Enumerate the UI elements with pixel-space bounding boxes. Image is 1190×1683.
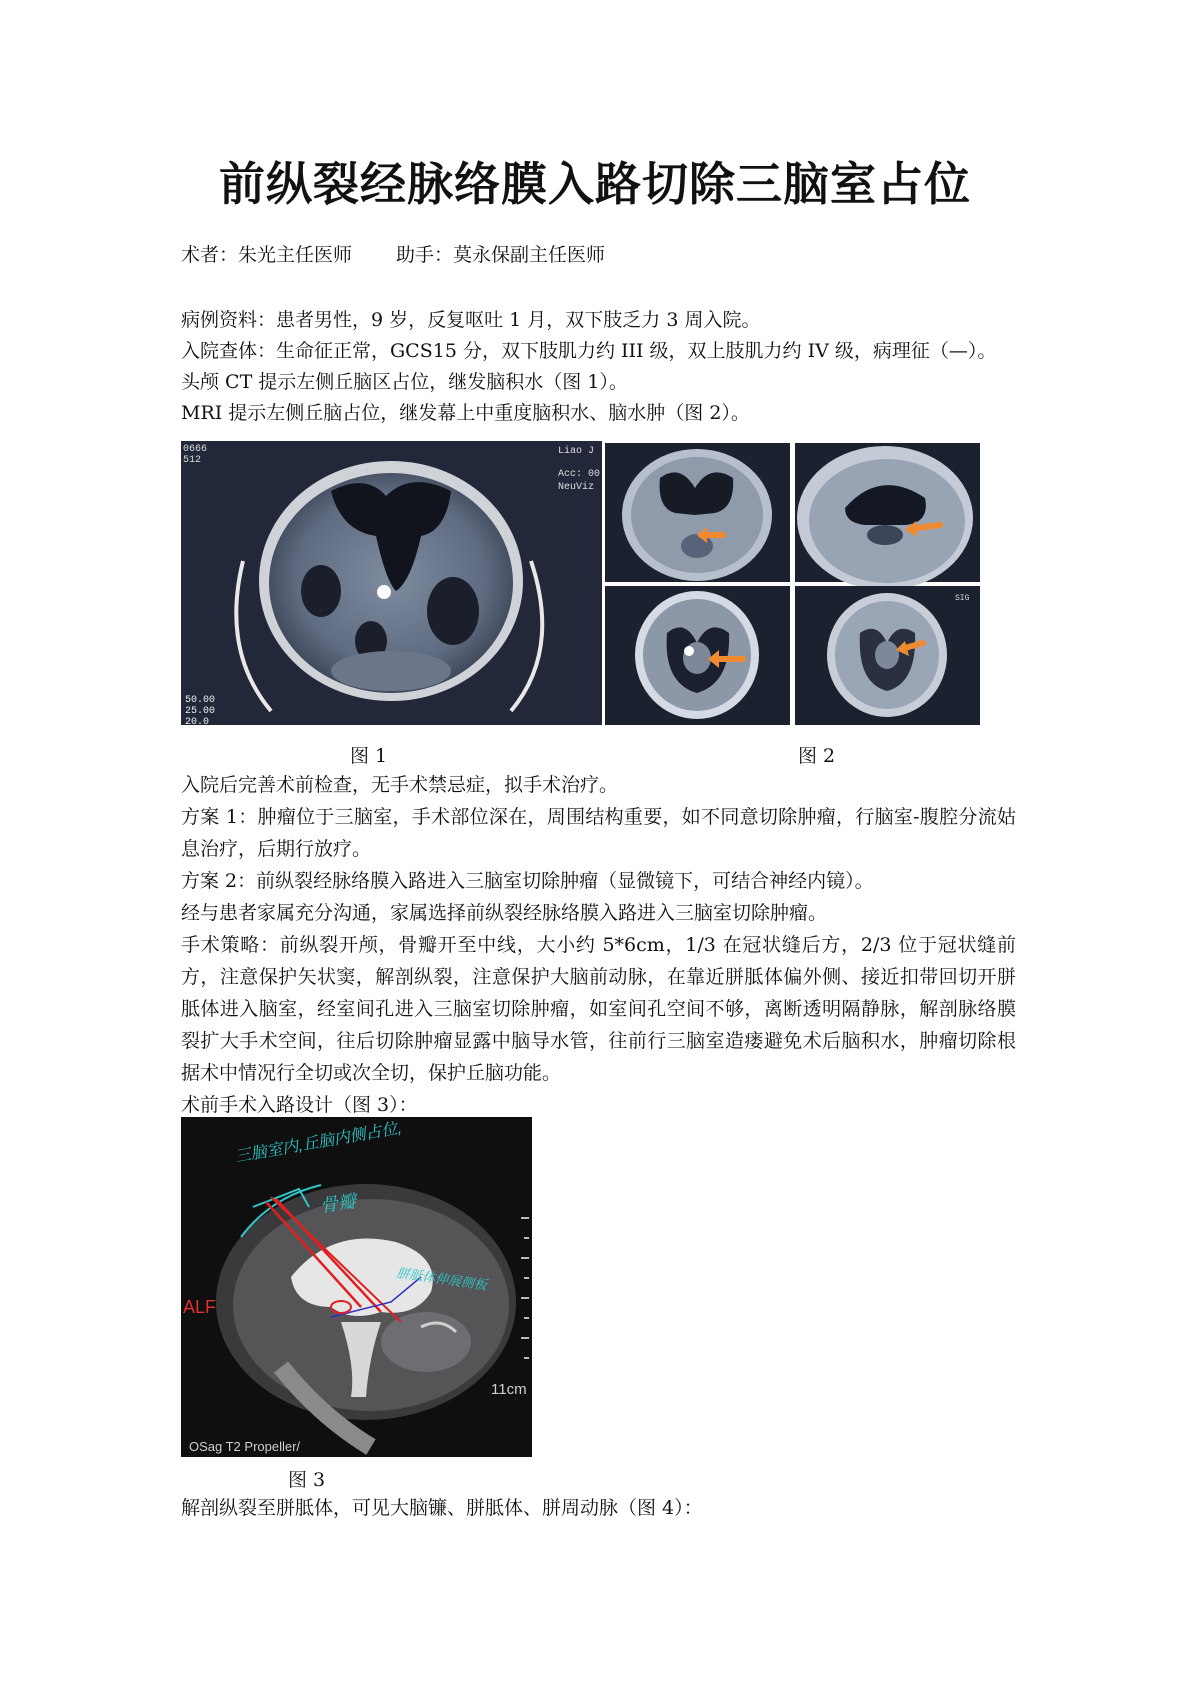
assistant: 助手：莫永保副主任医师 [396,244,606,266]
ct-overlay-top: 0666 [183,444,208,455]
handwriting-right: 胼胝体伸展侧板 [395,1265,488,1293]
mri-panel-axial-2 [795,586,980,725]
body-paragraph: 方案 2：前纵裂经脉络膜入路进入三脑室切除肿瘤（显微镜下，可结合神经内镜）。 [181,870,874,892]
ct-overlay-bottom: 20.0 [185,717,210,725]
ct-overlay-bottom: 50.00 [185,695,216,706]
intro-line: 入院查体：生命征正常，GCS15 分，双下肢肌力约 III 级，双上肢肌力约 IV 级，病理征（—）。 [181,340,997,362]
ct-overlay-top: 512 [183,455,202,466]
intro-line: 病例资料：患者男性，9 岁，反复呕吐 1 月，双下肢乏力 3 周入院。 [181,309,761,331]
body-paragraph: 入院后完善术前检查，无手术禁忌症，拟手术治疗。 [181,774,619,796]
mri-panel-axial-1 [605,586,790,725]
figure-1-caption: 图 1 [350,745,388,767]
label-alf: ALF [183,1297,217,1317]
mri-panel-sagittal [795,443,980,590]
surgeon-line [181,240,605,270]
intro-line: MRI 提示左侧丘脑占位，继发幕上中重度脑积水、脑水肿（图 2）。 [181,402,750,424]
body-paragraph: 方案 1：肿瘤位于三脑室，手术部位深在，周围结构重要，如不同意切除肿瘤，行脑室-腹腔分流姑息治疗，后期行放疗。 [181,806,1016,860]
mri-overlay-label: SIG [955,594,970,603]
ct-overlay-right: Acc: 00 [558,469,601,480]
intro-line: 头颅 CT 提示左侧丘脑区占位，继发脑积水（图 1）。 [181,371,628,393]
label-sequence: OSag T2 Propeller/ [189,1439,301,1454]
handwriting-flap: 骨瓣 [318,1191,358,1216]
body-paragraph: 经与患者家属充分沟通，家属选择前纵裂经脉络膜入路进入三脑室切除肿瘤。 [181,902,828,924]
handwriting-top: 三脑室内,丘脑内侧占位, [233,1119,404,1166]
ct-overlay-bottom: 25.00 [185,706,216,717]
figure-3-caption: 图 3 [288,1469,326,1491]
figure-2-mri-images [605,443,980,725]
label-scale: 11cm [491,1381,527,1398]
mri-panel-coronal [605,443,790,582]
surgeon: 术者：朱光主任医师 [181,244,353,266]
page-title: 前纵裂经脉络膜入路切除三脑室占位 [219,157,971,211]
figure-3-surgical-planning [181,1117,532,1457]
body-paragraph: 术前手术入路设计（图 3）： [181,1094,418,1116]
figure-2-caption: 图 2 [798,745,836,767]
figure-1-ct-image [181,441,602,725]
ct-overlay-right: NeuViz [558,482,595,493]
closing-line: 解剖纵裂至胼胝体，可见大脑镰、胼胝体、胼周动脉（图 4）： [181,1497,703,1519]
body-paragraph: 手术策略：前纵裂开颅，骨瓣开至中线，大小约 5*6cm，1/3 在冠状缝后方，2/3 位于冠状缝前方，注意保护矢状窦，解剖纵裂，注意保护大脑前动脉，在靠近胼胝体偏外侧、接近扣带回切开胼胝体进入脑室，经室间孔进入三脑室切除肿瘤，如室间孔空间不够，离断透明隔静脉，解剖脉络膜裂扩大手术空间，往后切除肿瘤显露中脑导水管，往前行三脑室造瘘避免术后脑积水，肿瘤切除根据术中情况行全切或次全切，保护丘脑功能。 [181,934,1016,1084]
ct-overlay-right: Liao J [558,446,595,457]
